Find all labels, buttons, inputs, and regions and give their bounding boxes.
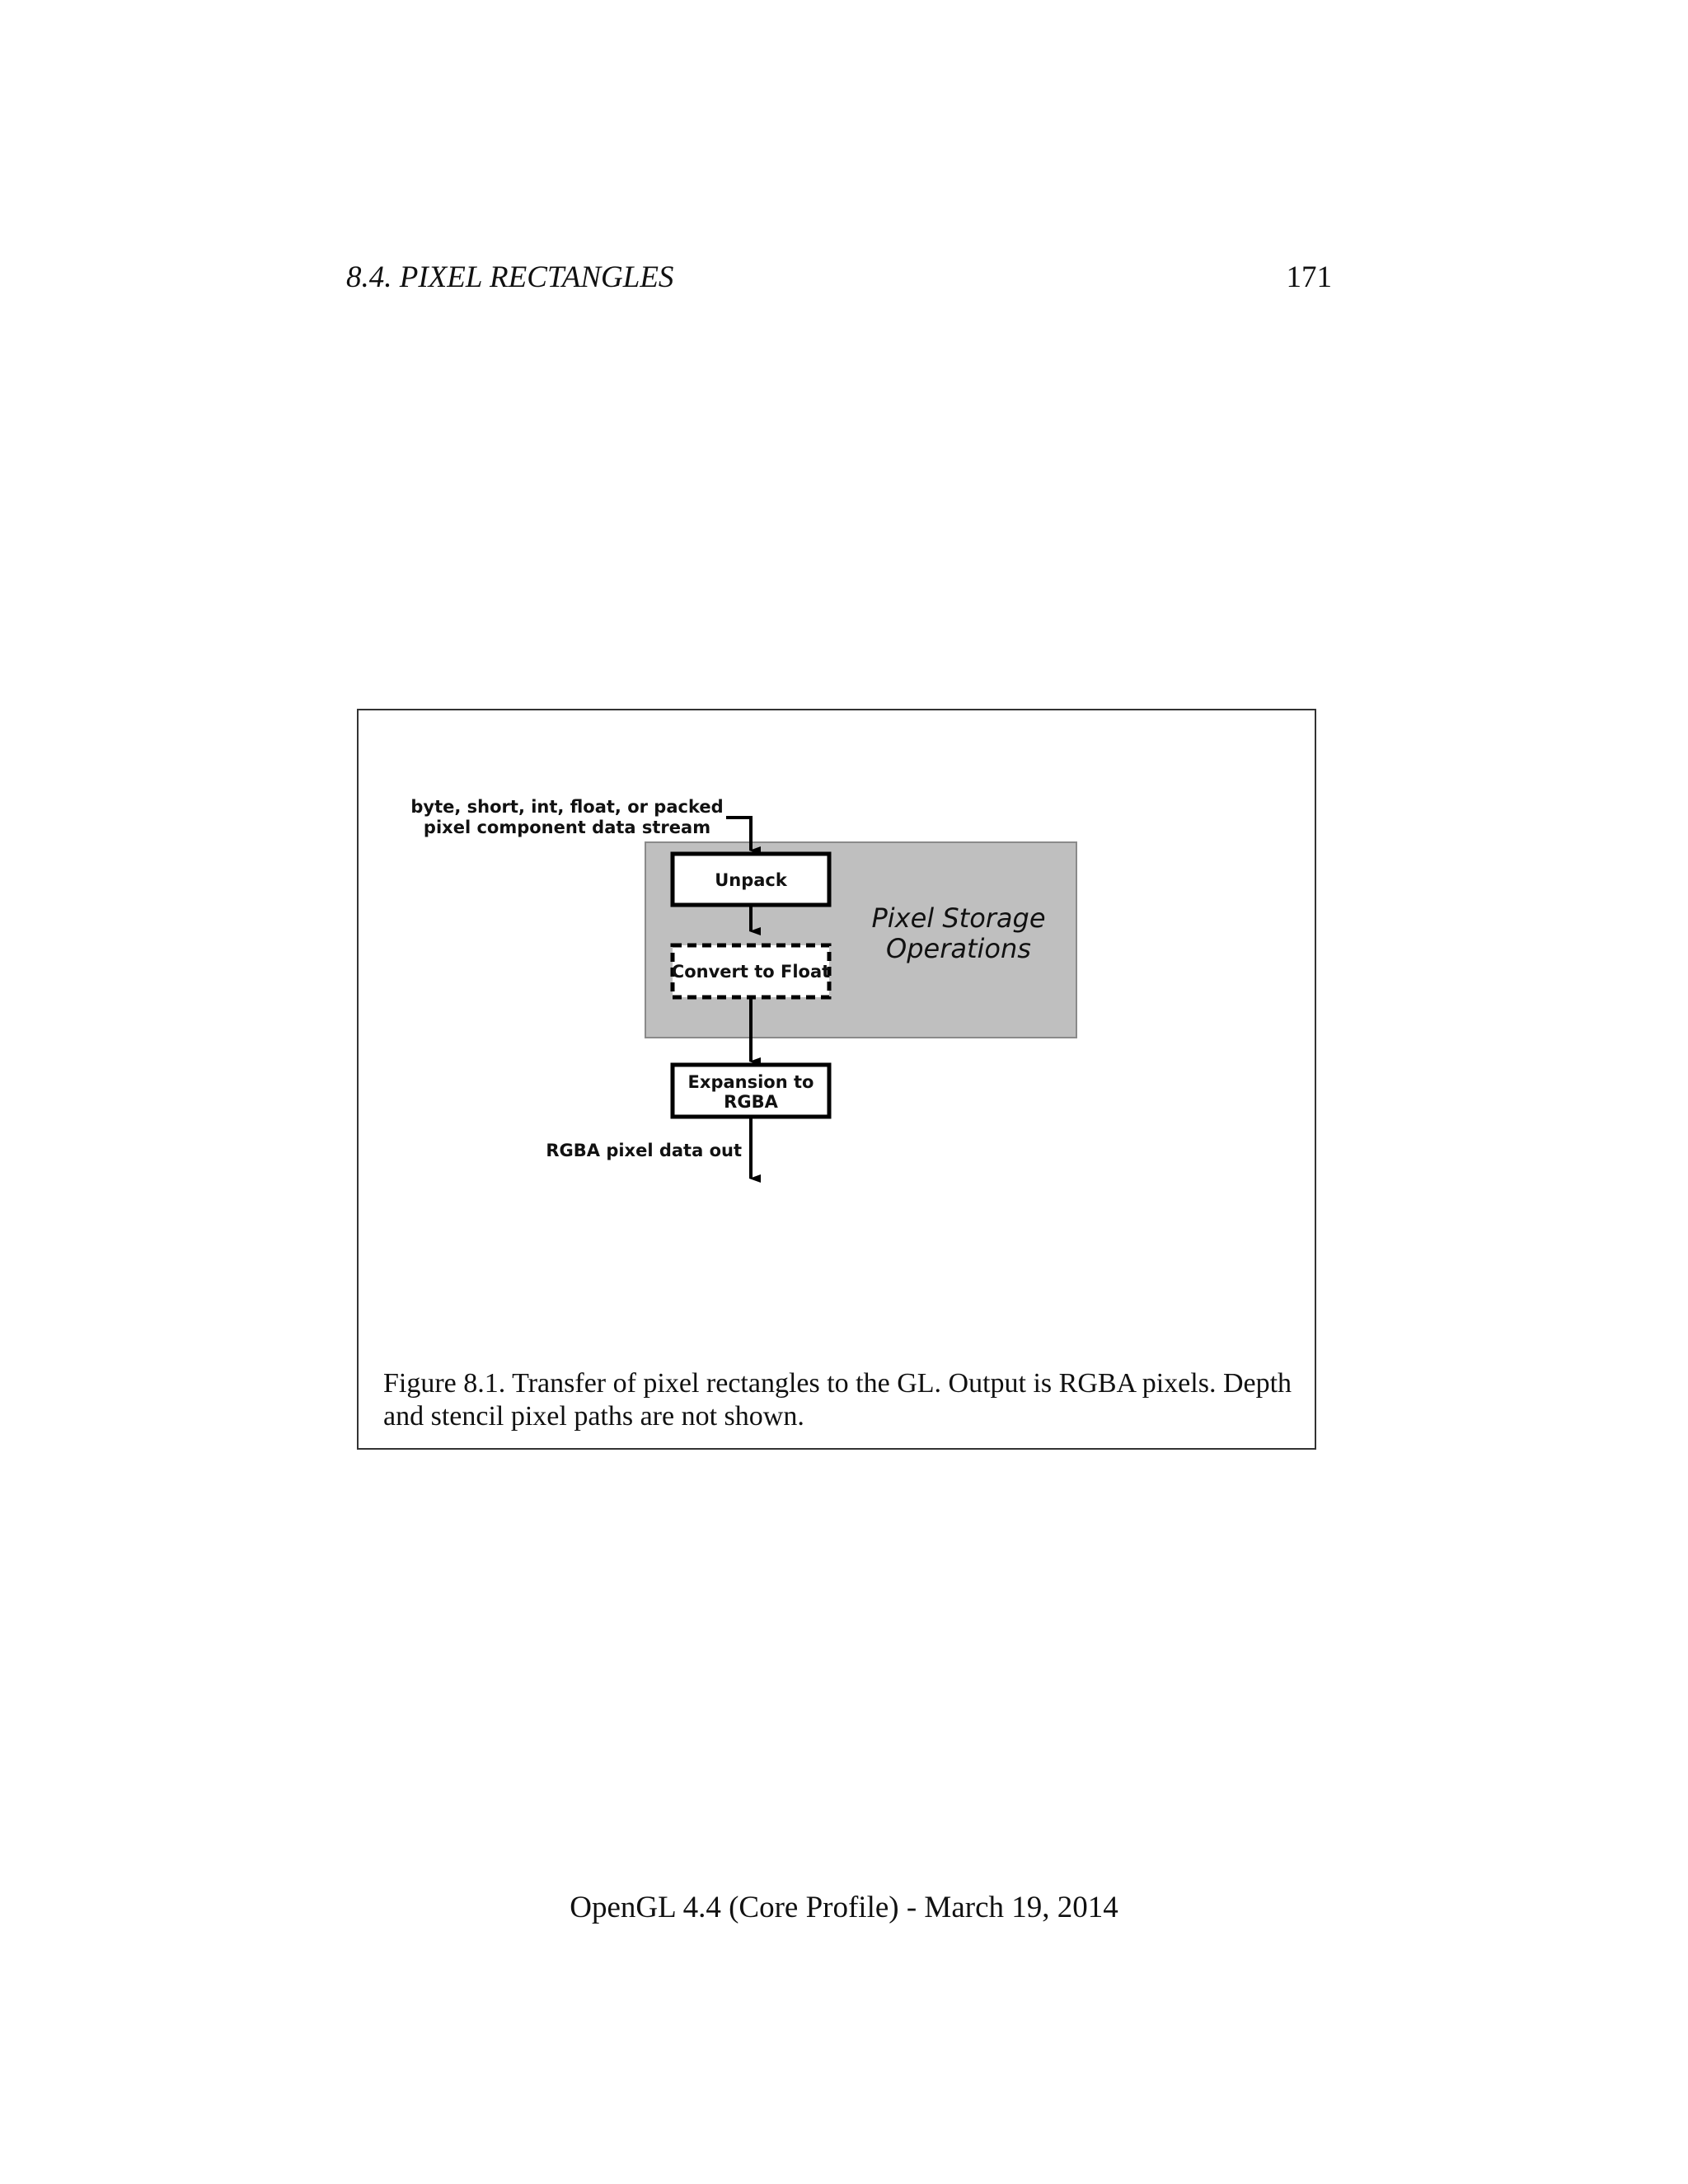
pixel-transfer-diagram [359,710,1318,1205]
figure-frame [357,709,1316,1450]
convert-to-float-label: Convert to Float [671,962,831,982]
page-number: 171 [1286,260,1332,294]
region-label-line1: Pixel Storage [871,902,1046,934]
region-label-line2: Operations [886,933,1031,964]
section-title: 8.4. PIXEL RECTANGLES [346,260,674,294]
expansion-label-line1: Expansion to [687,1072,814,1092]
running-header [346,257,1332,298]
figure-caption: Figure 8.1. Transfer of pixel rectangles to the GL. Output is RGBA pixels. Depth and stencil pixel paths are not shown. [383,1368,1292,1432]
expansion-label-line2: RGBA [724,1092,778,1112]
input-label-line1: byte, short, int, float, or packed [410,797,724,817]
page-footer: OpenGL 4.4 (Core Profile) - March 19, 2014 [570,1891,1118,1924]
input-label-line2: pixel component data stream [423,818,711,837]
output-label: RGBA pixel data out [546,1141,742,1160]
unpack-label: Unpack [715,870,787,890]
